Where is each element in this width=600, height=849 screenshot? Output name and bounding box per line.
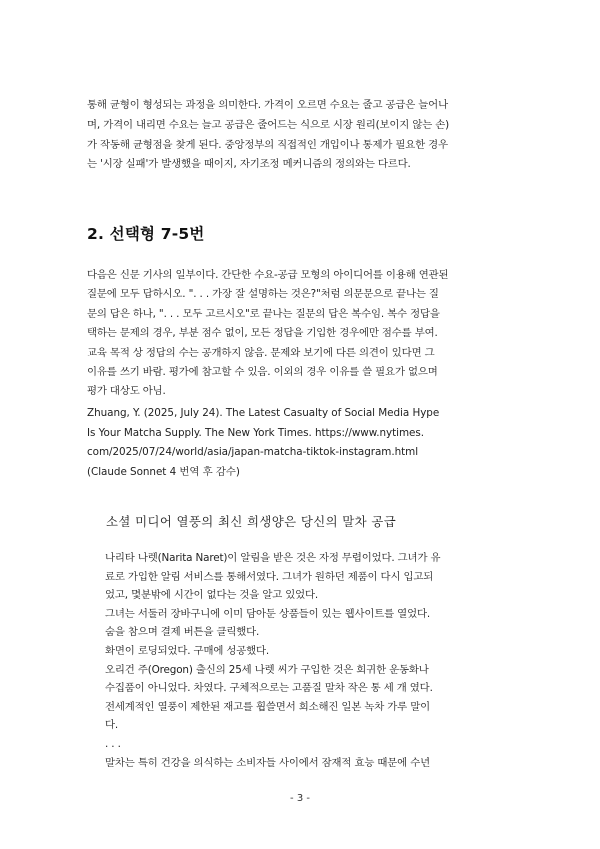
- instructions-line: 질문에 모두 답하시오. ". . . 가장 잘 설명하는 것은?"처럼 의문문으로 끝나는 질: [87, 288, 439, 301]
- article-line: 전세계적인 열풍이 제한된 재고를 휩쓸면서 희소해진 일본 녹차 가루 말이: [105, 700, 430, 713]
- citation: [87, 404, 515, 482]
- article-line: 수집품이 아니었다. 차였다. 구체적으로는 고품질 말차 작은 통 세 개 였다.: [105, 682, 433, 695]
- article-line: 오리건 주(Oregon) 출신의 25세 나렛 씨가 구입한 것은 희귀한 운동화나: [105, 663, 429, 676]
- citation-line: com/2025/07/24/world/asia/japan-matcha-tiktok-instagram.html: [87, 446, 419, 459]
- instructions-line: 이유를 쓰기 바람. 평가에 참고할 수 있음. 이외의 경우 이유를 쓸 필요가 없으며: [87, 366, 438, 379]
- article-line: 다.: [105, 719, 119, 732]
- instructions-line: 다음은 신문 기사의 일부이다. 간단한 수요-공급 모형의 아이디어를 이용해 연관된: [87, 269, 449, 281]
- intro-paragraph: [87, 96, 515, 175]
- instructions-line: 평가 대상도 아님.: [87, 385, 166, 398]
- page-number: - 3 -: [290, 793, 310, 804]
- citation-line: (Claude Sonnet 4 번역 후 감수): [87, 465, 240, 478]
- article-body: [105, 549, 497, 772]
- article-line: 었고, 몇분밖에 시간이 없다는 것을 알고 있었다.: [105, 589, 319, 602]
- citation-line: Zhuang, Y. (2025, July 24). The Latest Casualty of Social Media Hype: [87, 407, 440, 419]
- intro-line: 며, 가격이 내리면 수요는 늘고 공급은 줄어드는 식으로 시장 원리(보이지 않는 손): [87, 118, 450, 131]
- instructions-paragraph: [87, 266, 515, 402]
- article-line: 말차는 특히 건강을 의식하는 소비자들 사이에서 잠재적 효능 때문에 수년: [105, 756, 430, 769]
- citation-line: Is Your Matcha Supply. The New York Times. https://www.nytimes.: [87, 426, 424, 439]
- article-line: 그녀는 서둘러 장바구니에 이미 담아둔 상품들이 있는 웹사이트를 열었다.: [105, 607, 430, 620]
- intro-line: 는 '시장 실패'가 발생했을 때이지, 자기조정 메커니즘의 정의와는 다르다.: [87, 158, 411, 171]
- instructions-line: 문의 답은 하나, ". . . 모두 고르시오"로 끝나는 질문의 답은 복수임. 복수 정답을: [87, 307, 440, 320]
- intro-line: 가 작동해 균형점을 찾게 된다. 중앙정부의 직접적인 개입이나 통제가 필요한 경우: [87, 138, 448, 151]
- article-line: 료로 가입한 알림 서비스를 통해서였다. 그녀가 원하던 제품이 다시 입고되: [105, 570, 434, 583]
- instructions-line: 택하는 문제의 경우, 부분 점수 없이, 모든 정답을 기입한 경우에만 점수를 부여.: [87, 327, 438, 340]
- article-line: 숨을 참으며 결제 버튼을 클릭했다.: [105, 626, 260, 639]
- intro-line: 통해 균형이 형성되는 과정을 의미한다. 가격이 오르면 수요는 줄고 공급은 늘어나: [87, 99, 448, 111]
- article-line: 화면이 로딩되었다. 구매에 성공했다.: [105, 644, 270, 657]
- instructions-line: 교육 목적 상 정답의 수는 공개하지 않음. 문제와 보기에 다른 의견이 있다면 그: [87, 346, 435, 359]
- article-line: . . .: [105, 737, 121, 750]
- article-title: 소셜 미디어 열풍의 최신 희생양은 당신의 말차 공급: [106, 514, 397, 529]
- section-heading: 2. 선택형 7-5번: [87, 225, 205, 243]
- article-line: 나리타 나렛(Narita Naret)이 알림을 받은 것은 자정 무렵이었다. 그녀가 유: [105, 552, 441, 564]
